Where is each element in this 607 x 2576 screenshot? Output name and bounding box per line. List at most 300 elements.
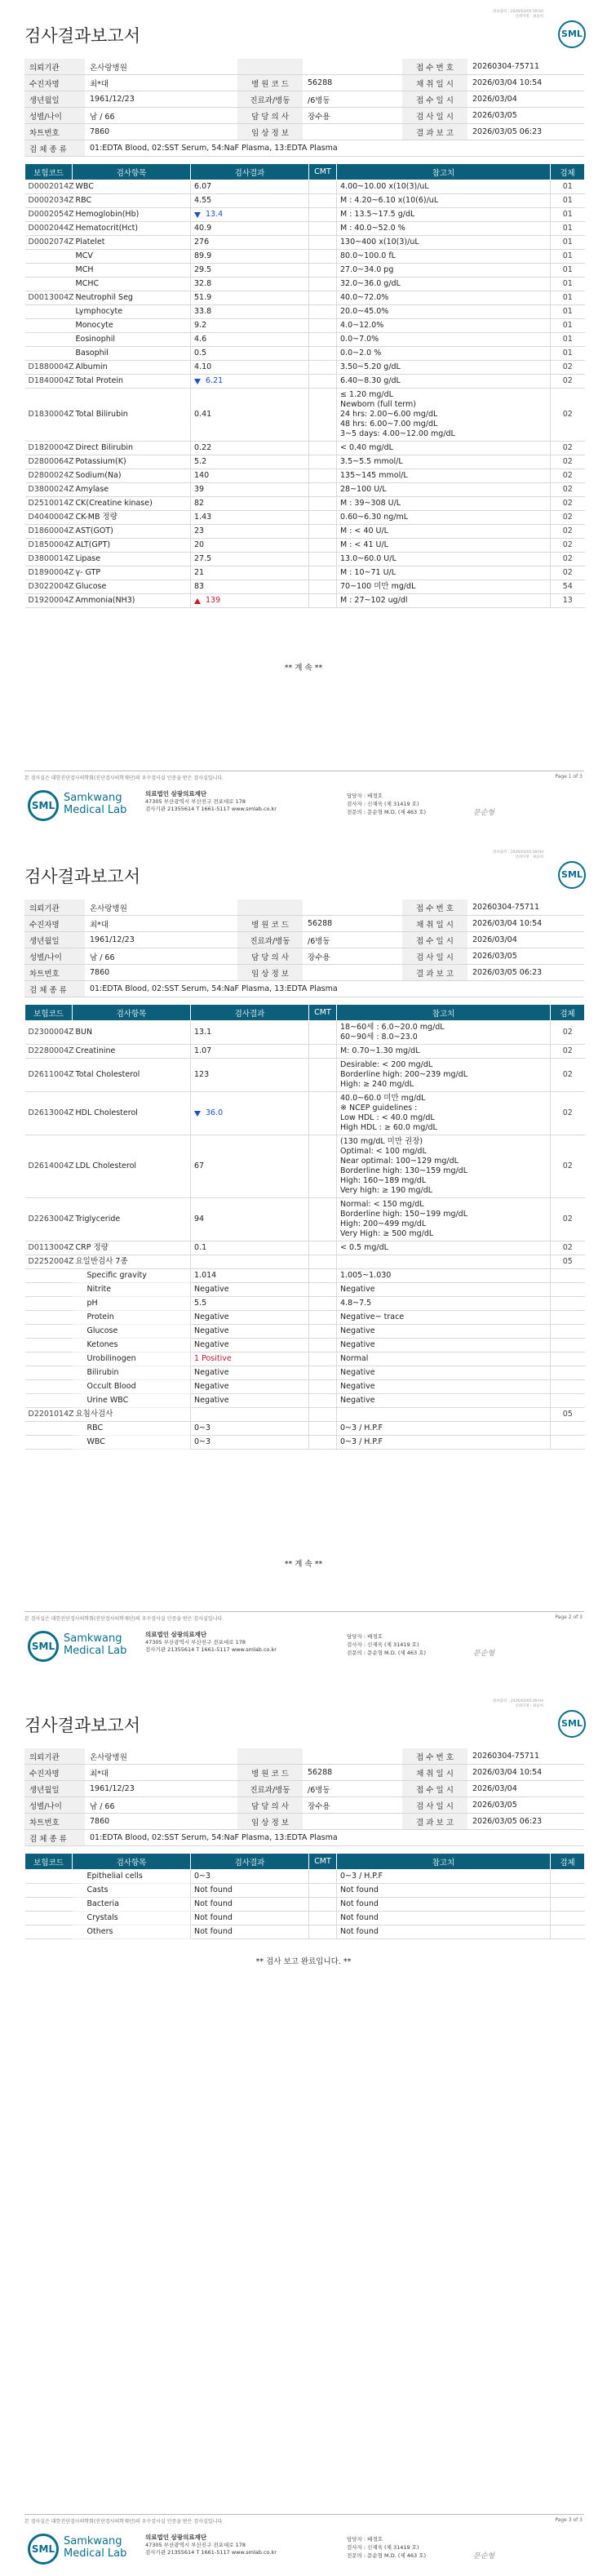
continue-mark: ** 계 속 **: [284, 1560, 323, 1569]
results-table-page-1: [24, 163, 585, 608]
test-item: 요침사검사: [73, 1408, 191, 1422]
test-result: Negative: [191, 1325, 309, 1339]
test-item: Creatinine: [73, 1045, 191, 1059]
table-row: [25, 469, 585, 483]
col-item-header: 검사항목: [73, 164, 191, 180]
reference-range: M : 10~71 U/L: [337, 566, 551, 580]
insurance-code: D0002034Z: [25, 194, 73, 208]
reference-range: Negative~ trace: [337, 1311, 551, 1325]
test-item: Total Cholesterol: [73, 1059, 191, 1092]
insurance-code: [25, 1436, 73, 1450]
col-code-header: 보험코드: [25, 164, 73, 180]
test-item: Platelet: [73, 236, 191, 250]
specimen-code: 02: [551, 1241, 585, 1255]
test-item: Ketones: [73, 1339, 191, 1352]
lab-certification-note: 본 검사실은 대한진단검사의학회(진단검사의학재단)의 우수검사실 인증을 받은 검사실입니다.: [24, 775, 224, 781]
table-row: [25, 442, 585, 455]
test-result: 39: [191, 483, 309, 497]
table-row: [25, 1436, 585, 1450]
reference-range: Normal: < 150 mg/dL Borderline high: 150~199 mg/dL High: 200~499 mg/dL Very High: ≥ 500 mg/dL: [337, 1198, 551, 1241]
corp-info: 의료법인 삼광의료재단 47305 부산광역시 부산진구 전포대로 178 검사기관 21355614 T 1661-5117 www.smlab.co.kr: [145, 1631, 277, 1653]
low-flag-icon: [194, 1111, 201, 1117]
cmt-cell: [309, 469, 337, 483]
insurance-code: [25, 1366, 73, 1380]
table-row: [25, 1021, 585, 1045]
reference-range: M : 39~308 U/L: [337, 497, 551, 511]
table-row: [25, 1925, 585, 1939]
specimen-code: [551, 1283, 585, 1297]
table-row: [25, 1283, 585, 1297]
insurance-code: [25, 347, 73, 361]
table-row: [25, 1255, 585, 1269]
specimen-code: 02: [551, 442, 585, 455]
insurance-code: [25, 1870, 73, 1884]
test-result: 276: [191, 236, 309, 250]
test-item: Lymphocyte: [73, 305, 191, 319]
test-result: 21: [191, 566, 309, 580]
test-item: BUN: [73, 1021, 191, 1045]
insurance-code: [25, 264, 73, 278]
cmt-cell: [309, 1884, 337, 1898]
results-table-page-3: 보험코드 검사항목 검사결과 CMT 참고치 검체 Epithelial cells 0~3 0~3 / H.P.F Casts Not found Not found Bacteria Not found Not found Crystals Not found Not found Others Not found Not found: [24, 1853, 585, 1939]
high-flag-icon: [194, 598, 201, 604]
reference-range: Normal: [337, 1352, 551, 1366]
insurance-code: D2510014Z: [25, 497, 73, 511]
table-row: [25, 375, 585, 389]
cmt-cell: [309, 1297, 337, 1311]
corp-info: 의료법인 삼광의료재단 47305 부산광역시 부산진구 전포대로 178 검사기관 21355614 T 1661-5117 www.smlab.co.kr: [145, 790, 277, 812]
report-page-1: [0, 0, 607, 823]
insurance-code: [25, 319, 73, 333]
test-item: LDL Cholesterol: [73, 1135, 191, 1198]
reference-range: 3.50~5.20 g/dL: [337, 361, 551, 375]
test-result: 36.0: [191, 1092, 309, 1135]
test-result: Negative: [191, 1283, 309, 1297]
table-row: [25, 497, 585, 511]
test-result: 123: [191, 1059, 309, 1092]
signatures: 담당자 : 배경호 검사자 : 신재욱 (제 31419 호) 전문의 : 문순형 M.D. (제 463 호): [347, 793, 427, 815]
reference-range: 13.0~60.0 U/L: [337, 553, 551, 566]
table-row: [25, 319, 585, 333]
reference-range: 1.005~1.030: [337, 1269, 551, 1283]
specimen-code: 01: [551, 250, 585, 264]
insurance-code: [25, 1912, 73, 1925]
specimen-code: 54: [551, 580, 585, 594]
insurance-code: D0002074Z: [25, 236, 73, 250]
test-item: Nitrite: [73, 1283, 191, 1297]
table-row: [25, 1059, 585, 1092]
cmt-cell: [309, 222, 337, 236]
print-meta: 정보출력 : 2026/03/05 09:04 인쇄자명 : 최윤희: [492, 851, 543, 859]
reference-range: Negative: [337, 1325, 551, 1339]
table-row: [25, 566, 585, 580]
specimen-code: [551, 1925, 585, 1939]
insurance-code: D3800024Z: [25, 483, 73, 497]
reference-range: ≤ 1.20 mg/dL Newborn (full term) 24 hrs: 2.00~6.00 mg/dL 48 hrs: 6.00~7.00 mg/dL 3~5 days: 4.00~12.00 mg/dL: [337, 389, 551, 442]
table-row: [25, 1422, 585, 1436]
specimen-code: 01: [551, 333, 585, 347]
reference-range: Negative: [337, 1339, 551, 1352]
test-item: WBC: [73, 180, 191, 194]
table-row: [25, 180, 585, 194]
test-item: CK(Creatine kinase): [73, 497, 191, 511]
insurance-code: D1860004Z: [25, 525, 73, 539]
specimen-code: 01: [551, 194, 585, 208]
cmt-cell: [309, 194, 337, 208]
cmt-cell: [309, 1045, 337, 1059]
insurance-code: D4040004Z: [25, 511, 73, 525]
test-item: Amylase: [73, 483, 191, 497]
specimen-code: [551, 1898, 585, 1912]
test-item: WBC: [73, 1436, 191, 1450]
reference-range: [337, 1255, 551, 1269]
page-title: 검사결과보고서: [24, 1716, 141, 1735]
table-row: [25, 389, 585, 442]
test-result: 6.07: [191, 180, 309, 194]
table-row: [25, 361, 585, 375]
insurance-code: D1830004Z: [25, 389, 73, 442]
test-result: 0.22: [191, 442, 309, 455]
insurance-code: [25, 250, 73, 264]
test-item: Specific gravity: [73, 1269, 191, 1283]
cmt-cell: [309, 361, 337, 375]
insurance-code: D1840004Z: [25, 375, 73, 389]
reference-range: Negative: [337, 1283, 551, 1297]
table-row: [25, 580, 585, 594]
reference-range: 28~100 U/L: [337, 483, 551, 497]
reference-range: Negative: [337, 1366, 551, 1380]
test-result: 1.014: [191, 1269, 309, 1283]
test-result: 0.1: [191, 1241, 309, 1255]
samkwang-logo: SML Samkwang Medical Lab: [28, 2532, 142, 2565]
table-row: [25, 1352, 585, 1366]
test-result: Negative: [191, 1394, 309, 1408]
insurance-code: [25, 1269, 73, 1283]
test-result: Negative: [191, 1366, 309, 1380]
table-row: [25, 1135, 585, 1198]
specimen-code: 02: [551, 566, 585, 580]
insurance-code: [25, 1297, 73, 1311]
insurance-code: D3022004Z: [25, 580, 73, 594]
table-row: [25, 1269, 585, 1283]
insurance-code: [25, 305, 73, 319]
test-result: 0.5: [191, 347, 309, 361]
test-item: Glucose: [73, 1325, 191, 1339]
reference-range: 20.0~45.0%: [337, 305, 551, 319]
test-result: 4.10: [191, 361, 309, 375]
reference-range: M: 0.70~1.30 mg/dL: [337, 1045, 551, 1059]
cmt-cell: [309, 1325, 337, 1339]
reference-range: Negative: [337, 1380, 551, 1394]
insurance-code: D2800024Z: [25, 469, 73, 483]
table-row: [25, 236, 585, 250]
test-item: Occult Blood: [73, 1380, 191, 1394]
insurance-code: D2611004Z: [25, 1059, 73, 1092]
samkwang-logo: SML Samkwang Medical Lab: [28, 1629, 142, 1662]
insurance-code: [25, 1283, 73, 1297]
cmt-cell: [309, 1059, 337, 1092]
cmt-cell: [309, 291, 337, 305]
insurance-code: D0002044Z: [25, 222, 73, 236]
specimen-code: [551, 1394, 585, 1408]
test-item: Albumin: [73, 361, 191, 375]
specimen-code: 02: [551, 375, 585, 389]
test-result: Negative: [191, 1311, 309, 1325]
specimen-code: [551, 1269, 585, 1283]
reference-range: 0.60~6.30 ng/mL: [337, 511, 551, 525]
test-result: 27.5: [191, 553, 309, 566]
specimen-code: 01: [551, 347, 585, 361]
test-result: 0~3: [191, 1422, 309, 1436]
specimen-code: 01: [551, 291, 585, 305]
reference-range: (130 mg/dL 미만 권장) Optimal: < 100 mg/dL Near optimal: 100~129 mg/dL Borderline high: 130~159 mg/dL High: 160~189 mg/dL Very high: ≥ 190 mg/dL: [337, 1135, 551, 1198]
low-flag-icon: [194, 212, 201, 218]
cmt-cell: [309, 553, 337, 566]
table-row: [25, 511, 585, 525]
table-row: [25, 525, 585, 539]
sml-logo-icon: SML: [558, 1710, 586, 1738]
specimen-code: 05: [551, 1408, 585, 1422]
test-item: CRP 정량: [73, 1241, 191, 1255]
test-result: [191, 1255, 309, 1269]
test-item: γ- GTP: [73, 566, 191, 580]
table-row: [25, 553, 585, 566]
table-row: [25, 1325, 585, 1339]
cmt-cell: [309, 1092, 337, 1135]
insurance-code: [25, 1352, 73, 1366]
specimen-code: 02: [551, 455, 585, 469]
patient-info-table: 의뢰기관 온사랑병원 접 수 번 호 20260304-75711 수진자명 최*대 병 원 코 드 56288 채 취 일 시 2026/03/04 10:54 생년월일 1961/12/23 진료과/병동 /6병동 접 수 일 시 2026/03/04 성별/나이 남 / 66 담 당 의 사 장수용 검 사 일 시 2026/03/05 차트번호 7860 임 상 정 보 결 과 보 고 2026/03/05 06:23 검 체 종 류 01:EDTA Blood, 02:SST Serum, 54:NaF Plasma, 13:EDTA Plasma: [24, 1748, 584, 1846]
specimen-code: [551, 1311, 585, 1325]
lab-certification-note: 본 검사실은 대한진단검사의학회(진단검사의학재단)의 우수검사실 인증을 받은 검사실입니다.: [24, 2519, 224, 2525]
print-meta: 정보출력 : 2026/03/05 09:04 인쇄자명 : 최윤희: [492, 1699, 543, 1708]
insurance-code: [25, 1380, 73, 1394]
test-item: Lipase: [73, 553, 191, 566]
specimen-code: [551, 1870, 585, 1884]
reference-range: Not found: [337, 1912, 551, 1925]
cmt-cell: [309, 1394, 337, 1408]
reference-range: Not found: [337, 1884, 551, 1898]
reference-range: 32.0~36.0 g/dL: [337, 278, 551, 291]
reference-range: M : 13.5~17.5 g/dL: [337, 208, 551, 222]
test-item: Triglyceride: [73, 1198, 191, 1241]
table-row: [25, 291, 585, 305]
cmt-cell: [309, 1912, 337, 1925]
insurance-code: D2614004Z: [25, 1135, 73, 1198]
continue-mark: ** 계 속 **: [284, 664, 323, 673]
test-result: 51.9: [191, 291, 309, 305]
test-result: 4.55: [191, 194, 309, 208]
reference-range: 18~60세 : 6.0~20.0 mg/dL 60~90세 : 8.0~23.0: [337, 1021, 551, 1045]
specimen-code: 02: [551, 511, 585, 525]
insurance-code: [25, 1311, 73, 1325]
test-item: MCV: [73, 250, 191, 264]
specimen-code: 02: [551, 525, 585, 539]
test-item: 요일반검사 7종: [73, 1255, 191, 1269]
reference-range: < 0.40 mg/dL: [337, 442, 551, 455]
table-row: [25, 1297, 585, 1311]
specimen-code: 01: [551, 264, 585, 278]
insurance-code: D2263004Z: [25, 1198, 73, 1241]
specimen-code: 01: [551, 305, 585, 319]
insurance-code: [25, 1925, 73, 1939]
test-item: Neutrophil Seg: [73, 291, 191, 305]
insurance-code: [25, 1339, 73, 1352]
test-item: Potassium(K): [73, 455, 191, 469]
cmt-cell: [309, 525, 337, 539]
test-item: AST(GOT): [73, 525, 191, 539]
table-row: [25, 222, 585, 236]
test-item: RBC: [73, 1422, 191, 1436]
reference-range: 27.0~34.0 pg: [337, 264, 551, 278]
print-meta: 정보출력 : 2026/03/05 09:04 인쇄자명 : 최윤희: [492, 10, 543, 19]
results-table-page-2: 보험코드 검사항목 검사결과 CMT 참고치 검체 D2300004Z BUN 13.1 18~60세 : 6.0~20.0 mg/dL 60~90세 : 8.0~23.0 02 D2280004Z Creatinine 1.07 M: 0.70~1.30 mg/dL 02 D2611004Z Total Cholesterol 123 Desirable: < 200 mg/dL Borderline high: 200~239 mg/dL High: ≥ 240 mg/dL 02 D2613004Z HDL Cholesterol 36.0 40.0~60.0 미만 mg/dL ※ NCEP guidelines : Low HDL : < 40.0 mg/dL High HDL : ≥ 60.0 mg/dL 02 D2614004Z LDL Cholesterol 67 (130 mg/dL 미만 권장) Optimal: < 100 mg/dL Near optimal: 100~129 mg/dL Borderline high: 130~159 mg/dL High: 160~189 mg/dL Very high: ≥ 190 mg/dL 02 D2263004Z Triglyceride 94 Normal: < 150 mg/dL Borderline high: 150~199 mg/dL High: 200~499 mg/dL Very High: ≥ 500 mg/dL 02 D0113004Z CRP 정량 0.1 < 0.5 mg/dL 02 D2252004Z 요일반검사 7종 05 Specific gravity 1.014 1.005~1.030 Nitrite Negative Negative pH 5.5 4.8~7.5 Protein Negative Negative~ trace Glucose Negative Negative Ketones Negative Negative Urobilinogen 1 Positive Normal Bilirubin Negative Negative Occult Blood Negative Negative Urine WBC Negative Negative D2201014Z 요침사검사 05 RBC 0~3 0~3 / H.P.F WBC 0~3 0~3 / H.P.F: [24, 1004, 585, 1450]
cmt-cell: [309, 594, 337, 608]
specimen-code: 01: [551, 180, 585, 194]
specimen-code: 02: [551, 361, 585, 375]
cmt-cell: [309, 1380, 337, 1394]
samkwang-logo: SML Samkwang Medical Lab: [28, 788, 142, 821]
cmt-cell: [309, 580, 337, 594]
table-row: [25, 539, 585, 553]
specimen-code: 02: [551, 497, 585, 511]
reference-range: 70~100 미만 mg/dL: [337, 580, 551, 594]
test-item: MCHC: [73, 278, 191, 291]
test-item: CK-MB 정량: [73, 511, 191, 525]
cmt-cell: [309, 1366, 337, 1380]
table-row: [25, 305, 585, 319]
test-result: 13.1: [191, 1021, 309, 1045]
specimen-code: 02: [551, 1092, 585, 1135]
test-item: Urobilinogen: [73, 1352, 191, 1366]
test-item: Direct Bilirubin: [73, 442, 191, 455]
specimen-code: 01: [551, 278, 585, 291]
test-item: Total Protein: [73, 375, 191, 389]
test-item: Epithelial cells: [73, 1870, 191, 1884]
cmt-cell: [309, 375, 337, 389]
signature: 문순형: [473, 809, 495, 817]
patient-info-table: 의뢰기관 온사랑병원 접 수 번 호 20260304-75711 수진자명 최*대 병 원 코 드 56288 채 취 일 시 2026/03/04 10:54 생년월일 1961/12/23 진료과/병동 /6병동 접 수 일 시 2026/03/04 성별/나이 남 / 66 담 당 의 사 장수용 검 사 일 시 2026/03/05 차트번호 7860 임 상 정 보 결 과 보 고 2026/03/05 06:23 검 체 종 류 01:EDTA Blood, 02:SST Serum, 54:NaF Plasma, 13:EDTA Plasma: [24, 59, 584, 157]
test-result: [191, 1408, 309, 1422]
insurance-code: D2800064Z: [25, 455, 73, 469]
test-result: 0~3: [191, 1870, 309, 1884]
page-number: Page 1 of 3: [555, 774, 583, 779]
test-result: 139: [191, 594, 309, 608]
specimen-code: [551, 1325, 585, 1339]
sml-logo-icon: SML: [28, 2534, 59, 2565]
test-result: Not found: [191, 1884, 309, 1898]
insurance-code: [25, 1394, 73, 1408]
reference-range: 0~3 / H.P.F: [337, 1436, 551, 1450]
test-item: Eosinophil: [73, 333, 191, 347]
signature: 문순형: [473, 1650, 495, 1658]
insurance-code: [25, 1884, 73, 1898]
sml-logo-icon: SML: [28, 790, 59, 821]
test-item: Hematocrit(Hct): [73, 222, 191, 236]
test-result: Not found: [191, 1912, 309, 1925]
reference-range: 40.0~72.0%: [337, 291, 551, 305]
test-item: Urine WBC: [73, 1394, 191, 1408]
table-row: [25, 1366, 585, 1380]
test-result: 67: [191, 1135, 309, 1198]
cmt-cell: [309, 511, 337, 525]
reference-range: 4.00~10.00 x(10(3)/uL: [337, 180, 551, 194]
cmt-cell: [309, 264, 337, 278]
specimen-code: 13: [551, 594, 585, 608]
specimen-code: [551, 1422, 585, 1436]
specimen-code: 02: [551, 1021, 585, 1045]
page-number: Page 2 of 3: [555, 1614, 583, 1620]
cmt-cell: [309, 1255, 337, 1269]
cmt-cell: [309, 250, 337, 264]
page-number: Page 3 of 3: [555, 2517, 583, 2523]
test-item: ALT(GPT): [73, 539, 191, 553]
insurance-code: D1880004Z: [25, 361, 73, 375]
test-item: pH: [73, 1297, 191, 1311]
test-result: 13.4: [191, 208, 309, 222]
insurance-code: D2201014Z: [25, 1408, 73, 1422]
test-result: 29.5: [191, 264, 309, 278]
specimen-code: 01: [551, 236, 585, 250]
specimen-code: [551, 1352, 585, 1366]
cmt-cell: [309, 347, 337, 361]
reference-range: 0~3 / H.P.F: [337, 1870, 551, 1884]
table-row: [25, 1198, 585, 1241]
test-item: Casts: [73, 1884, 191, 1898]
test-item: Glucose: [73, 580, 191, 594]
test-result: 1 Positive: [191, 1352, 309, 1366]
reference-range: Desirable: < 200 mg/dL Borderline high: 200~239 mg/dL High: ≥ 240 mg/dL: [337, 1059, 551, 1092]
insurance-code: D0013004Z: [25, 291, 73, 305]
col-ref-header: 참고치: [337, 164, 551, 180]
signature: 문순형: [473, 2552, 495, 2560]
specimen-code: 02: [551, 1059, 585, 1092]
reference-range: M : < 41 U/L: [337, 539, 551, 553]
test-result: 5.5: [191, 1297, 309, 1311]
insurance-code: D0002014Z: [25, 180, 73, 194]
test-result: 0~3: [191, 1436, 309, 1450]
cmt-cell: [309, 208, 337, 222]
reference-range: Negative: [337, 1394, 551, 1408]
specimen-code: 02: [551, 469, 585, 483]
cmt-cell: [309, 1339, 337, 1352]
specimen-code: 01: [551, 222, 585, 236]
sml-logo-icon: SML: [558, 861, 586, 889]
specimen-code: [551, 1339, 585, 1352]
test-item: Bacteria: [73, 1898, 191, 1912]
reference-range: 0~3 / H.P.F: [337, 1422, 551, 1436]
specimen-code: 01: [551, 319, 585, 333]
test-result: 4.6: [191, 333, 309, 347]
test-item: Sodium(Na): [73, 469, 191, 483]
specimen-code: 02: [551, 389, 585, 442]
cmt-cell: [309, 1352, 337, 1366]
cmt-cell: [309, 1898, 337, 1912]
reference-range: Not found: [337, 1898, 551, 1912]
cmt-cell: [309, 1283, 337, 1297]
report-page-3: [0, 1690, 607, 2560]
cmt-cell: [309, 566, 337, 580]
test-item: Basophil: [73, 347, 191, 361]
test-result: Negative: [191, 1380, 309, 1394]
insurance-code: D1920004Z: [25, 594, 73, 608]
table-row: [25, 194, 585, 208]
test-result: 140: [191, 469, 309, 483]
test-result: 83: [191, 580, 309, 594]
table-row: [25, 1380, 585, 1394]
cmt-cell: [309, 1408, 337, 1422]
test-item: HDL Cholesterol: [73, 1092, 191, 1135]
